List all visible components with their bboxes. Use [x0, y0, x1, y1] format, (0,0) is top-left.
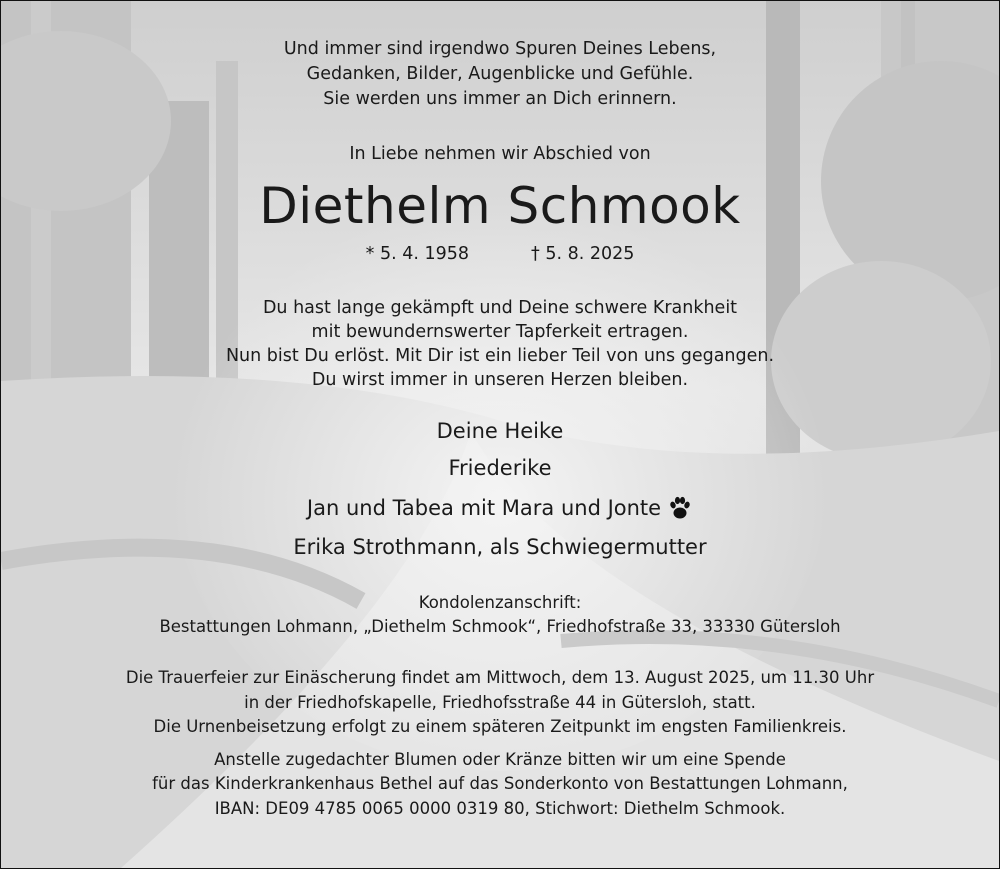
condolence-label: Kondolenzanschrift: — [418, 593, 582, 612]
donation-line: Anstelle zugedachter Blumen oder Kränze bitten wir um eine Spende — [214, 750, 786, 769]
ceremony-line: Die Urnenbeisetzung erfolgt zu einem späteren Zeitpunkt im engsten Familienkreis. — [153, 717, 847, 736]
verse-line: Sie werden uns immer an Dich erinnern. — [323, 89, 677, 109]
intro-text: In Liebe nehmen wir Abschied von — [349, 144, 651, 164]
birth-date: * 5. 4. 1958 — [365, 244, 469, 264]
family-member: Friederike — [448, 456, 552, 480]
deceased-name: Diethelm Schmook — [259, 177, 741, 235]
family-member: Jan und Tabea mit Mara und Jonte — [306, 496, 662, 520]
tribute-line: Du hast lange gekämpft und Deine schwere Krankheit — [262, 298, 738, 318]
tribute-line: Nun bist Du erlöst. Mit Dir ist ein lieber Teil von uns gegangen. — [225, 346, 775, 366]
family-member: Erika Strothmann, als Schwiegermutter — [293, 535, 707, 559]
donation-line: IBAN: DE09 4785 0065 0000 0319 80, Stichwort: Diethelm Schmook. — [214, 799, 786, 818]
ceremony-line: Die Trauerfeier zur Einäscherung findet am Mittwoch, dem 13. August 2025, um 11.30 Uhr — [125, 668, 875, 687]
donation-line: für das Kinderkrankenhaus Bethel auf das Sonderkonto von Bestattungen Lohmann, — [152, 774, 848, 793]
family-member: Deine Heike — [436, 419, 564, 443]
verse-line: Und immer sind irgendwo Spuren Deines Lebens, — [283, 39, 717, 59]
death-date: † 5. 8. 2025 — [531, 244, 635, 264]
paw-print-icon — [667, 495, 693, 526]
verse-line: Gedanken, Bilder, Augenblicke und Gefühle. — [306, 64, 694, 84]
life-dates — [1, 244, 999, 264]
tribute-line: Du wirst immer in unseren Herzen bleiben. — [311, 370, 689, 390]
condolence-address: Bestattungen Lohmann, „Diethelm Schmook“, Friedhofstraße 33, 33330 Gütersloh — [159, 617, 841, 636]
ceremony-line: in der Friedhofskapelle, Friedhofsstraße 44 in Gütersloh, statt. — [244, 693, 756, 712]
family-member-with-pet — [1, 495, 999, 526]
tribute-line: mit bewundernswerter Tapferkeit ertragen. — [311, 322, 689, 342]
